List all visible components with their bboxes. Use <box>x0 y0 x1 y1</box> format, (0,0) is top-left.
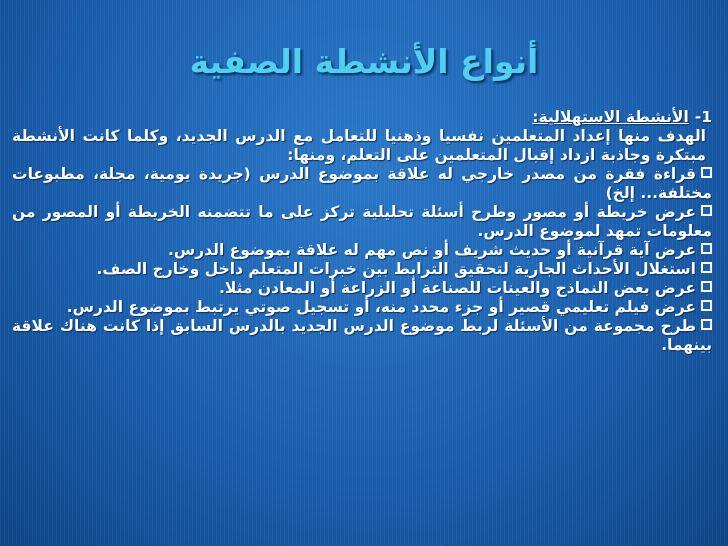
bullet-text: قراءة فقرة من مصدر خارجي له علاقة بموضوع الدرس (جريدة يومية، مجلة، مطبوعات مختلفة... إلخ) <box>12 165 712 202</box>
intro-paragraph: الهدف منها إعداد المتعلمين نفسيا وذهنيا للتعامل مع الدرس الجديد، وكلما كانت الأنشطة مبتكرة وجاذبة ازداد إقبال المتعلمين على التعلم، ومنها: <box>12 127 706 164</box>
section-number: 1- <box>694 108 712 126</box>
bullet-text: عرض آية قرآنية أو حديث شريف أو نص مهم له علاقة بموضوع الدرس. <box>167 241 696 259</box>
square-bullet-icon <box>701 243 712 254</box>
bullet-item <box>12 165 712 203</box>
bullet-text: طرح مجموعة من الأسئلة لربط موضوع الدرس الجديد بالدرس السابق إذا كانت هناك علاقة بينهما. <box>12 317 712 354</box>
square-bullet-icon <box>701 262 712 273</box>
slide-title: أنواع الأنشطة الصفية <box>189 42 539 81</box>
bullet-item <box>12 241 712 260</box>
square-bullet-icon <box>701 300 712 311</box>
square-bullet-icon <box>701 167 712 178</box>
bullet-text: عرض فيلم تعليمي قصير أو جزء محدد منه، أو تسجيل صوتي يرتبط بموضوع الدرس. <box>66 298 696 316</box>
bullet-item <box>12 260 712 279</box>
square-bullet-icon <box>701 205 712 216</box>
bullet-text: استغلال الأحداث الجارية لتحقيق الترابط بين خبرات المتعلم داخل وخارج الصف. <box>96 260 696 278</box>
square-bullet-icon <box>701 281 712 292</box>
bullet-text: عرض خريطة أو مصور وطرح أسئلة تحليلية تركز على ما تتضمنه الخريطة أو المصور من معلومات تمهد لموضوع الدرس. <box>12 203 712 240</box>
bullet-text: عرض بعض النماذج والعينات للصناعة أو الزراعة أو المعادن مثلا. <box>218 279 696 297</box>
bullet-item <box>12 298 712 317</box>
section-heading <box>12 108 712 127</box>
slide-content <box>12 108 712 355</box>
bullet-item <box>12 317 712 355</box>
bullet-item <box>12 279 712 298</box>
bullet-item <box>12 203 712 241</box>
section-title: الأنشطة الاستهلالية: <box>532 108 689 126</box>
square-bullet-icon <box>701 319 712 330</box>
